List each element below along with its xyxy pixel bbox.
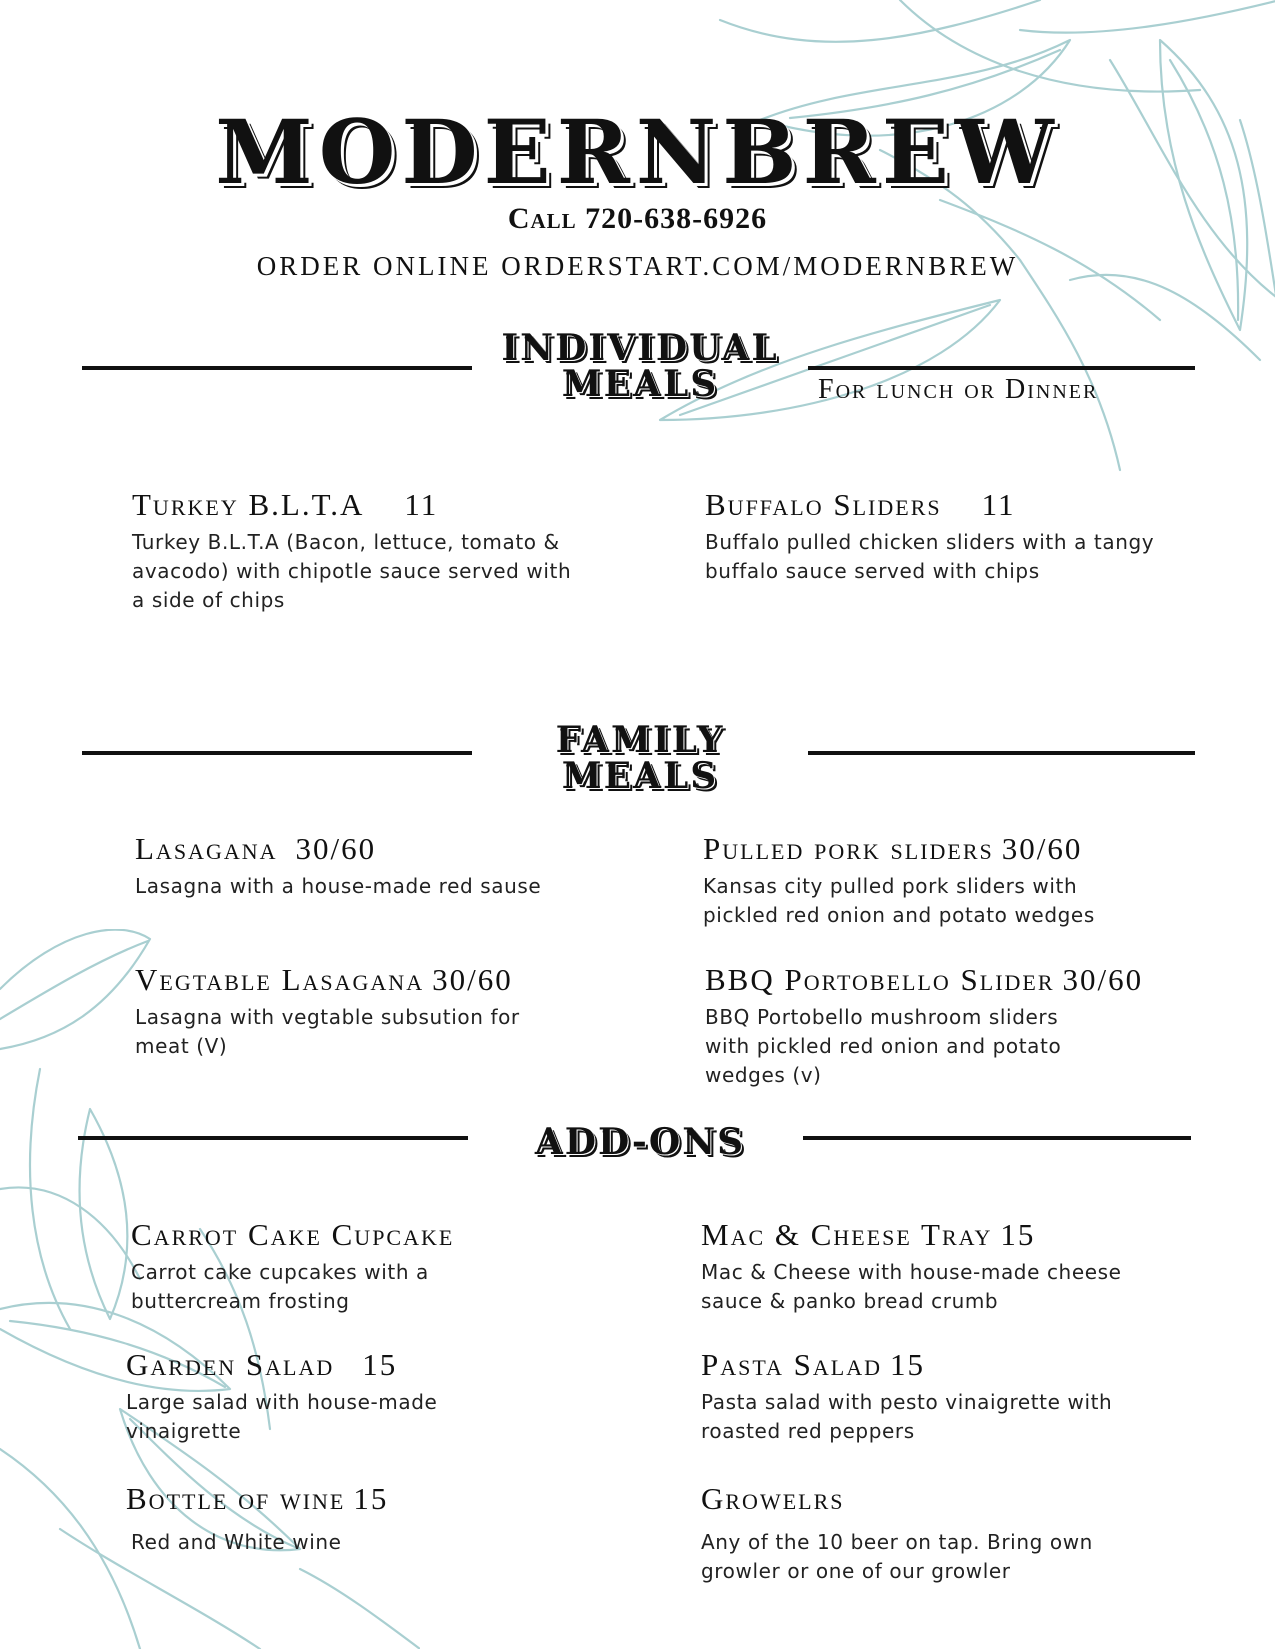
- section-title-line: MEALS: [561, 363, 719, 405]
- menu-item: [135, 961, 605, 1061]
- section-title-individual: [460, 327, 820, 405]
- item-name: Turkey B.L.T.A 11: [132, 487, 439, 522]
- section-rule-right: [803, 1136, 1191, 1140]
- menu-item: [703, 830, 1173, 930]
- section-rule-left: [82, 366, 472, 370]
- item-description: Lasagna with a house-made red sause: [135, 874, 542, 898]
- menu-item: [701, 1480, 1171, 1586]
- item-name: BBQ Portobello Slider 30/60: [705, 962, 1144, 997]
- item-price: 30/60: [1001, 831, 1083, 866]
- item-name: Growelrs: [701, 1481, 845, 1516]
- item-description: Any of the 10 beer on tap. Bring own growler or one of our growler: [701, 1530, 1093, 1583]
- item-price: 15: [353, 1481, 389, 1516]
- section-rule-right: [808, 751, 1195, 755]
- meal-time-note: For lunch or Dinner: [818, 374, 1099, 405]
- menu-item: [131, 1216, 601, 1316]
- item-description: Pasta salad with pesto vinaigrette with roasted red peppers: [701, 1390, 1113, 1443]
- item-description: BBQ Portobello mushroom sliders with pickled red onion and potato wedges (v): [705, 1005, 1062, 1087]
- section-title-line: MEALS: [561, 755, 719, 797]
- item-name: Buffalo Sliders 11: [705, 487, 1016, 522]
- item-price: 11: [404, 487, 439, 522]
- item-name: Vegtable Lasagana 30/60: [135, 962, 513, 997]
- item-description: Turkey B.L.T.A (Bacon, lettuce, tomato & avacodo) with chipotle sauce served with a side of chips: [132, 530, 572, 612]
- menu-item: [132, 486, 602, 615]
- section-title-line: FAMILY: [555, 719, 725, 761]
- item-price: 15: [362, 1347, 398, 1382]
- menu-item: [705, 486, 1175, 586]
- leaf-illustration-top-right: [640, 0, 1275, 480]
- item-name: Garden Salad 15: [126, 1347, 398, 1382]
- menu-item: [126, 1346, 596, 1446]
- item-name: Pulled pork sliders 30/60: [703, 831, 1083, 866]
- section-rule-right: [808, 366, 1195, 370]
- item-name: Pasta Salad 15: [701, 1347, 926, 1382]
- section-rule-left: [78, 1136, 468, 1140]
- item-price: 15: [1000, 1217, 1036, 1252]
- item-description: Red and White wine: [131, 1530, 342, 1554]
- item-name: Mac & Cheese Tray 15: [701, 1217, 1036, 1252]
- section-title-family: [480, 719, 800, 797]
- item-description: Mac & Cheese with house-made cheese sauce & panko bread crumb: [701, 1260, 1122, 1313]
- item-description: Carrot cake cupcakes with a buttercream frosting: [131, 1260, 429, 1313]
- section-title-line: INDIVIDUAL: [501, 327, 779, 369]
- menu-item: [705, 961, 1225, 1090]
- menu-item: [701, 1346, 1171, 1446]
- item-name: Bottle of wine 15: [126, 1481, 389, 1516]
- item-price: 15: [890, 1347, 926, 1382]
- item-price: 11: [981, 487, 1016, 522]
- brand-title: MODERNBREW: [215, 100, 1060, 204]
- item-description: Large salad with house-made vinaigrette: [126, 1390, 438, 1443]
- item-price: 30/60: [432, 962, 513, 997]
- menu-item: [701, 1216, 1171, 1316]
- menu-item: [135, 830, 605, 901]
- item-price: 30/60: [295, 831, 377, 866]
- item-description: Kansas city pulled pork sliders with pickled red onion and potato wedges: [703, 874, 1095, 927]
- order-online-link[interactable]: ORDER ONLINE ORDERSTART.COM/MODERNBREW: [256, 251, 1019, 281]
- section-rule-left: [82, 751, 472, 755]
- item-name: Lasagana 30/60: [135, 831, 377, 866]
- phone-number[interactable]: Call 720-638-6926: [507, 202, 768, 235]
- section-title-addons: ADD-ONS: [534, 1121, 746, 1163]
- menu-item: [126, 1480, 596, 1557]
- item-name: Carrot Cake Cupcake: [131, 1217, 455, 1252]
- item-description: Lasagna with vegtable subsution for meat (V): [135, 1005, 520, 1058]
- item-price: 30/60: [1062, 962, 1144, 997]
- item-description: Buffalo pulled chicken sliders with a tangy buffalo sauce served with chips: [705, 530, 1155, 583]
